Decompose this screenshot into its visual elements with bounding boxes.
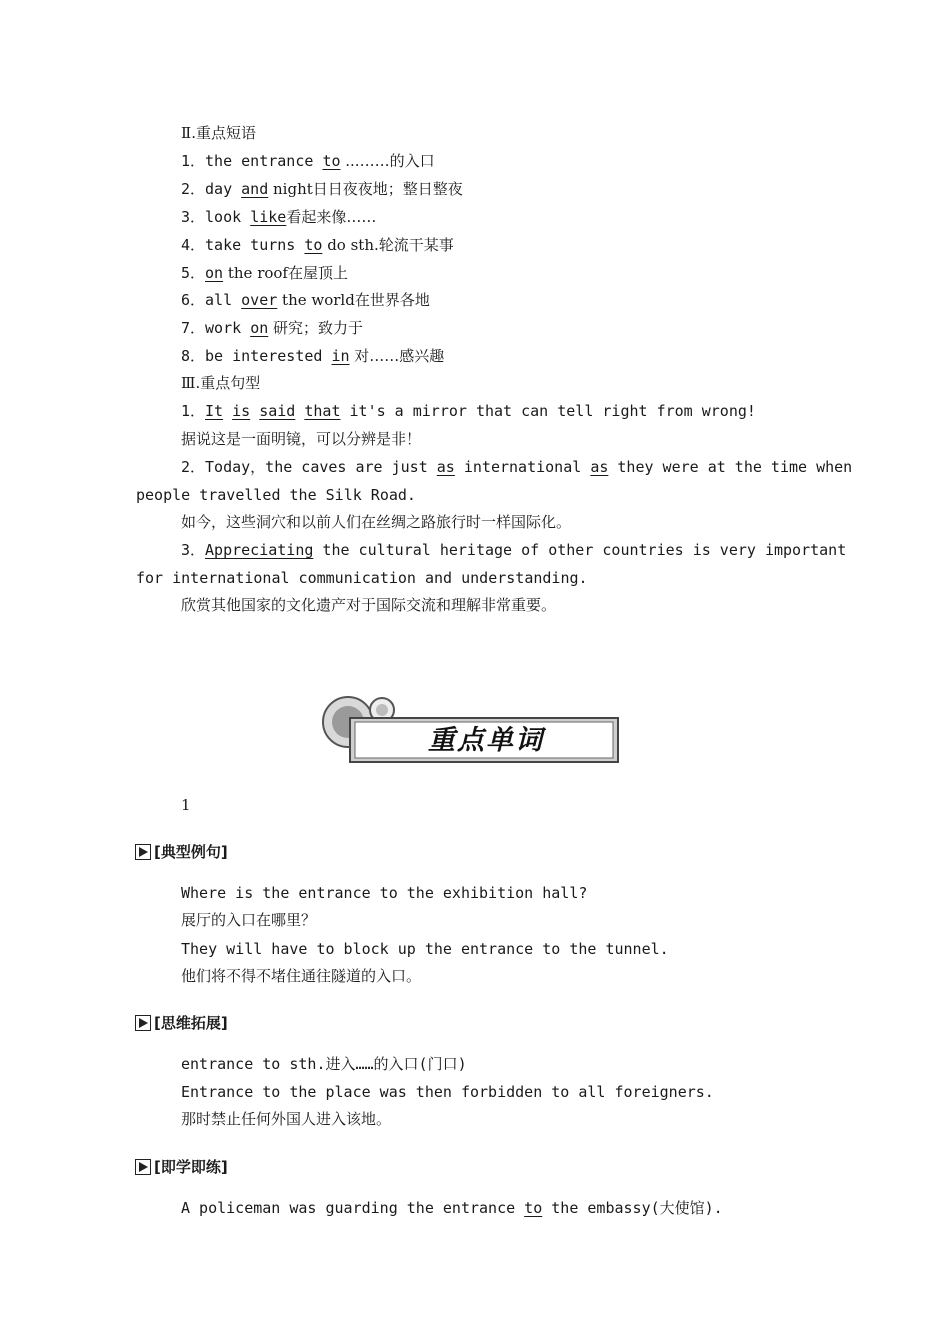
- extension-line-3: 那时禁止任何外国人进入该地。: [181, 1110, 392, 1128]
- play-icon: [135, 1159, 151, 1175]
- example-line-1: Where is the entrance to the exhibition hall?: [181, 884, 588, 902]
- phrase-item-7: 7．work on 研究；致力于: [181, 319, 364, 337]
- phrases-heading: Ⅱ.重点短语: [181, 124, 256, 142]
- phrase-item-5: 5．on the roof在屋顶上: [181, 264, 348, 282]
- extension-line-1: entrance to sth.进入……的入口(门口): [181, 1055, 467, 1073]
- example-line-4: 他们将不得不堵住通往隧道的入口。: [181, 967, 422, 985]
- example-line-3: They will have to block up the entrance to the tunnel.: [181, 940, 669, 958]
- practice-sentence: A policeman was guarding the entrance to the embassy(大使馆).: [181, 1199, 723, 1217]
- sentence-1-en: 1．It is said that it's a mirror that can tell right from wrong!: [181, 402, 756, 420]
- phrase-item-1: 1．the entrance to ...……的入口: [181, 152, 435, 170]
- sentence-3-en: 3．Appreciating the cultural heritage of other countries is very important: [181, 541, 847, 559]
- sentences-heading: Ⅲ.重点句型: [181, 374, 261, 392]
- sentence-2-en-line2: people travelled the Silk Road.: [136, 486, 416, 504]
- phrase-item-4: 4．take turns to do sth.轮流干某事: [181, 236, 454, 254]
- example-label: [典型例句]: [135, 842, 228, 862]
- sentence-3-cn: 欣赏其他国家的文化遗产对于国际交流和理解非常重要。: [181, 596, 557, 614]
- extension-label: [思维拓展]: [135, 1013, 228, 1033]
- example-line-2: 展厅的入口在哪里？: [181, 911, 317, 929]
- sentence-2-en: 2．Today，the caves are just as international as they were at the time when: [181, 458, 853, 476]
- word-number: 1: [181, 796, 191, 814]
- sentence-1-cn: 据说这是一面明镜，可以分辨是非！: [181, 430, 422, 448]
- phrase-item-3: 3．look like看起来像……: [181, 208, 377, 226]
- play-icon: [135, 1015, 151, 1031]
- phrase-item-6: 6．all over the world在世界各地: [181, 291, 430, 309]
- play-icon: [135, 844, 151, 860]
- sentence-2-cn: 如今，这些洞穴和以前人们在丝绸之路旅行时一样国际化。: [181, 513, 572, 531]
- sentence-3-en-line2: for international communication and understanding.: [136, 569, 588, 587]
- practice-label: [即学即练]: [135, 1157, 228, 1177]
- section-banner-title: 重点单词: [428, 725, 544, 756]
- extension-line-2: Entrance to the place was then forbidden to all foreigners.: [181, 1083, 714, 1101]
- phrase-item-2: 2．day and night日日夜夜地；整日整夜: [181, 180, 463, 198]
- phrase-item-8: 8．be interested in 对……感兴趣: [181, 347, 445, 365]
